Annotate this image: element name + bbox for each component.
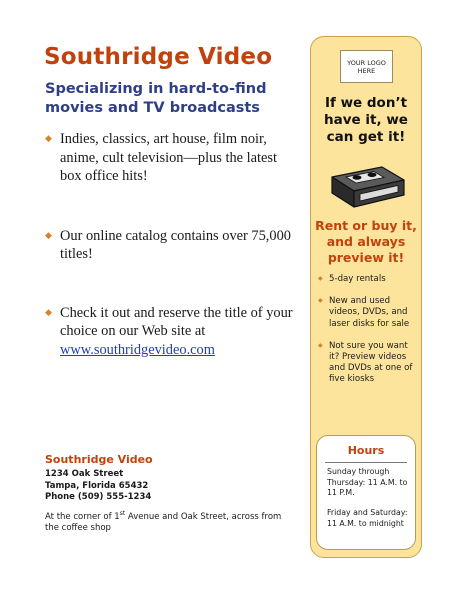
directions-text-end: Avenue and Oak Street, across from the coffee shop (45, 511, 282, 533)
website-link[interactable]: www.southridgevideo.com (60, 341, 215, 358)
service-text: New and used videos, DVDs, and laser disks for sale (329, 296, 410, 329)
hours-weekday: Sunday through Thursday: 11 A.M. to 11 P.M. (327, 467, 408, 497)
promo-sidebar (310, 36, 422, 558)
store-title: Southridge Video (44, 44, 273, 70)
feature-text: Indies, classics, art house, film noir, anime, cult television—plus the latest box office hits! (60, 131, 278, 184)
service-text: 5-day rentals (329, 274, 386, 284)
service-text: Not sure you want it? Preview videos and DVDs at one of five kiosks (329, 340, 413, 385)
address-store-name: Southridge Video (45, 453, 153, 466)
feature-item (43, 304, 293, 360)
feature-item (43, 130, 293, 186)
rent-headline: Rent or buy it, and always preview it! (315, 218, 417, 265)
address-city: Tampa, Florida 65432 (45, 480, 149, 491)
logo-placeholder: YOUR LOGO HERE (340, 50, 393, 83)
feature-list (43, 130, 293, 359)
hours-title: Hours (347, 444, 385, 457)
service-item (317, 274, 415, 285)
vhs-tape-icon (326, 164, 406, 210)
feature-text: Our online catalog contains over 75,000 titles! (60, 227, 291, 262)
sidebar-tagline: If we don’t have it, we can get it! (324, 95, 408, 145)
hours-box (316, 435, 416, 550)
directions-text-start: At the corner of 1 (45, 511, 120, 522)
service-item (317, 296, 415, 330)
store-subtitle: Specializing in hard-to-find movies and TV broadcasts (45, 81, 267, 116)
diamond-bullet-icon: ◆ (318, 341, 323, 349)
diamond-bullet-icon: ◆ (318, 275, 323, 282)
service-list (317, 274, 415, 397)
address-phone: Phone (509) 555-1234 (45, 492, 152, 502)
service-item (317, 341, 415, 386)
feature-text: Check it out and reserve the title of your choice on our Web site at (60, 304, 293, 339)
diamond-bullet-icon: ◆ (45, 133, 52, 143)
diamond-bullet-icon: ◆ (318, 297, 323, 305)
hours-divider (325, 462, 407, 463)
address-directions (45, 508, 285, 535)
hours-weekend: Friday and Saturday: 11 A.M. to midnight (327, 508, 408, 528)
feature-item (43, 227, 293, 264)
store-address (45, 453, 285, 534)
diamond-bullet-icon: ◆ (45, 306, 52, 317)
diamond-bullet-icon: ◆ (45, 229, 52, 240)
directions-ordinal: st (119, 509, 126, 517)
address-street: 1234 Oak Street (45, 469, 124, 479)
